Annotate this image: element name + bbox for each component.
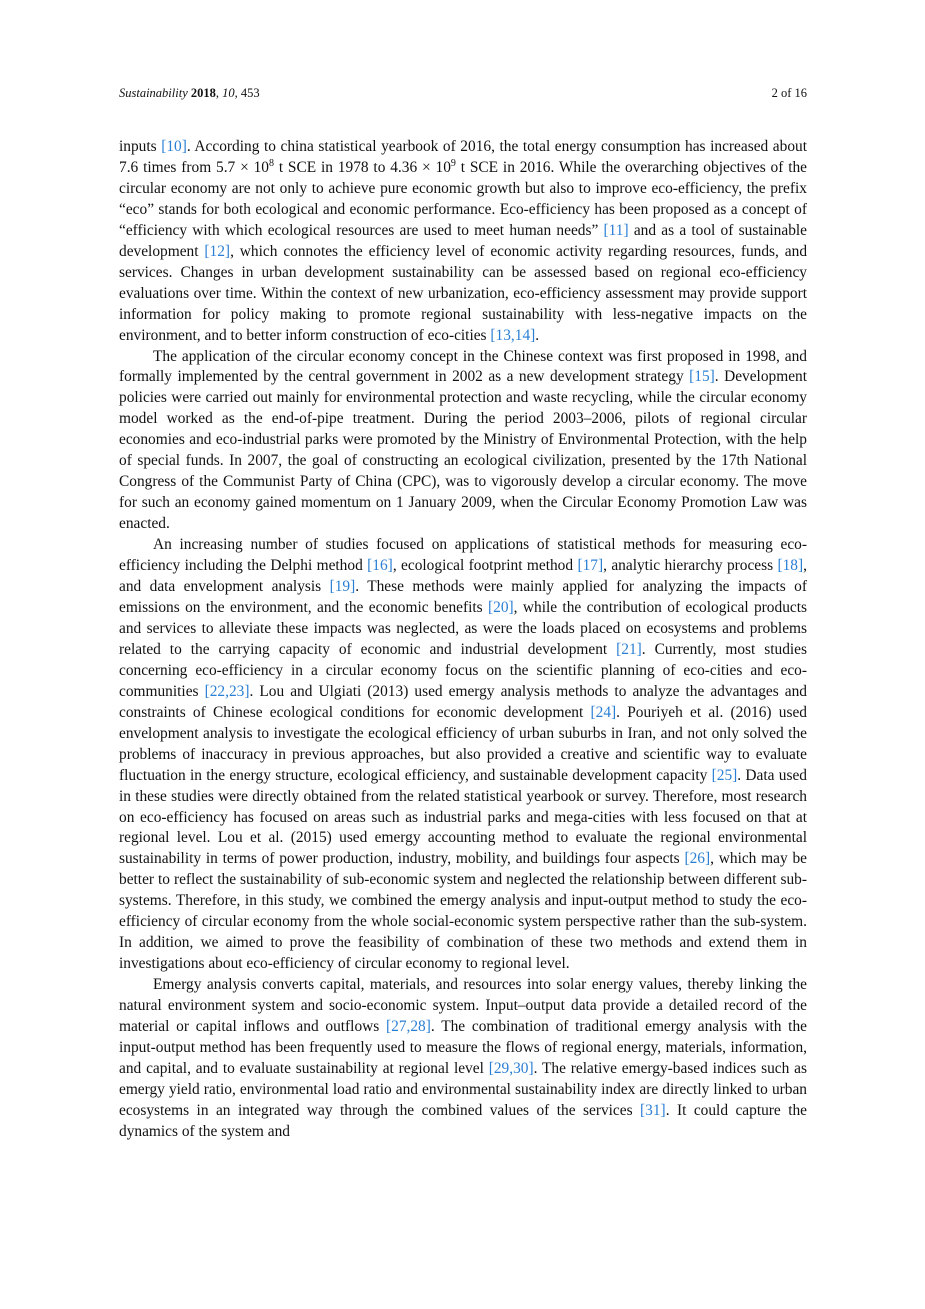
citation-link[interactable]: [29,30] bbox=[488, 1059, 534, 1077]
paragraph bbox=[119, 975, 807, 1143]
citation-link[interactable]: [15] bbox=[689, 368, 715, 386]
running-header bbox=[119, 86, 807, 104]
body-text bbox=[119, 137, 807, 1143]
text-run: , ecological footprint method bbox=[392, 557, 578, 575]
citation-link[interactable]: [18] bbox=[777, 557, 804, 575]
text-run: , and data envelopment analysis bbox=[119, 557, 807, 596]
text-run: . It could capture the dynamics of the system and bbox=[119, 1101, 808, 1140]
citation-link[interactable]: [21] bbox=[616, 640, 642, 658]
citation-link[interactable]: [25] bbox=[711, 766, 738, 784]
text-run: . Lou and Ulgiati (2013) used emergy analysis methods to analyze the advantages and constraints of Chinese ecological conditions for economic development bbox=[119, 682, 808, 721]
citation-link[interactable]: [22,23] bbox=[204, 682, 250, 700]
text-run: t SCE in 2016. While the overarching objectives of the circular economy are not only to achieve pure economic growth but also to improve eco-efficiency, the prefix “eco” stands for both ecological and economic performance. Eco-efficiency has been proposed as a concept of “efficiency with which ecological resources are used to meet human needs” bbox=[119, 158, 808, 239]
citation-link[interactable]: [11] bbox=[603, 221, 629, 239]
text-run: . The combination of traditional emergy analysis with the input-output method has been frequently used to measure the flows of regional energy, materials, information, and capital, and to evaluate sustainability at regional level bbox=[119, 1018, 807, 1077]
citation-link[interactable]: [10] bbox=[161, 138, 187, 155]
text-run: The application of the circular economy concept in the Chinese context was first proposed in 1998, and formally implemented by the central government in 2002 as a new development strategy bbox=[119, 347, 807, 386]
citation-link[interactable]: [24] bbox=[590, 703, 617, 721]
citation-link[interactable]: [19] bbox=[329, 578, 356, 596]
citation-link[interactable]: [17] bbox=[577, 557, 604, 575]
text-run: , analytic hierarchy process bbox=[603, 557, 778, 575]
superscript-exponent: 9 bbox=[450, 157, 456, 169]
journal-year: 2018 bbox=[190, 86, 216, 100]
text-run: . Pouriyeh et al. (2016) used envelopment analysis to investigate the ecological efficiency of urban suburbs in Iran, and not only solved the problems of inaccuracy in previous approaches, but also provided a creative and scientific way to evaluate fluctuation in the energy structure, ecological efficiency, and sustainable development capacity bbox=[119, 703, 807, 784]
text-run: . The relative emergy-based indices such as emergy yield ratio, environmental load ratio and environmental sustainability index are directly linked to urban ecosystems in an integrated way through the combined values of the services bbox=[119, 1059, 808, 1119]
page-indicator: 2 of 16 bbox=[771, 86, 807, 100]
journal-volume: 10 bbox=[222, 86, 235, 100]
text-run: , while the contribution of ecological products and services to alleviate these impacts was neglected, as were the loads placed on ecosystems and problems related to the carrying capacity of economic and industrial development bbox=[119, 598, 807, 658]
paragraph bbox=[119, 137, 807, 347]
text-run: . According to china statistical yearbook of 2016, the total energy consumption has increased about 7.6 times from 5.7 × 10 bbox=[119, 138, 807, 176]
citation-link[interactable]: [16] bbox=[367, 557, 393, 575]
text-run: and as a tool of sustainable development bbox=[119, 221, 807, 260]
text-run: . Data used in these studies were directly obtained from the related statistical yearbook or survey. Therefore, most research on eco-efficiency has focused on areas such as industrial parks and mega-cities with less focused on that at regional level. Lou et al. (2015) used emergy accounting method to evaluate the regional environmental sustainability in terms of power production, industry, mobility, and buildings four aspects bbox=[119, 766, 807, 868]
text-run: . These methods were mainly applied for analyzing the impacts of emissions on the environment, and the economic benefits bbox=[119, 578, 807, 616]
citation-link[interactable]: [26] bbox=[684, 850, 711, 868]
citation-link[interactable]: [20] bbox=[488, 598, 514, 616]
text-run: inputs bbox=[119, 138, 162, 155]
paragraph bbox=[119, 535, 807, 975]
text-run: . Currently, most studies concerning eco-efficiency in a circular economy focus on the scientific planning of eco-cities and eco-communities bbox=[119, 640, 807, 700]
superscript-exponent: 8 bbox=[268, 157, 274, 169]
citation-link[interactable]: [27,28] bbox=[386, 1018, 431, 1036]
citation-link[interactable]: [31] bbox=[640, 1101, 666, 1119]
citation-link[interactable]: [12] bbox=[204, 242, 231, 260]
text-run: . Development policies were carried out mainly for environmental protection and waste recycling, while the circular economy model worked as the end-of-pipe treatment. During the period 2003–2006, pilots of regional circular economies and eco-industrial parks were promoted by the Ministry of Environmental Protection, with the help of special funds. In 2007, the goal of constructing an ecological civilization, presented by the 17th National Congress of the Communist Party of China (CPC), was to vigorously develop a circular economy. The move for such an economy gained momentum on 1 January 2009, when the Circular Economy Promotion Law was enacted. bbox=[119, 368, 807, 533]
article-number: 453 bbox=[240, 86, 260, 100]
journal-name: Sustainability bbox=[119, 86, 188, 100]
text-run: An increasing number of studies focused on applications of statistical methods for measuring eco-efficiency including the Delphi method bbox=[119, 536, 807, 575]
text-run: . bbox=[535, 326, 540, 344]
citation-link[interactable]: [13,14] bbox=[490, 326, 536, 344]
text-run: Emergy analysis converts capital, materials, and resources into solar energy values, thereby linking the natural environment system and socio-economic system. Input–output data provide a detailed record of the material or capital inflows and outflows bbox=[119, 976, 807, 1036]
text-run: t SCE in 1978 to 4.36 × 10 bbox=[273, 158, 451, 176]
text-run: , which may be better to reflect the sustainability of sub-economic system and neglected the relationship between different sub-systems. Therefore, in this study, we combined the emergy analysis and input-output method to study the eco-efficiency of circular economy from the whole social-economic system perspective rather than the sub-system. In addition, we aimed to prove the feasibility of combination of these two methods and extend them in investigations about eco-efficiency of circular economy to regional level. bbox=[119, 850, 807, 973]
paragraph bbox=[119, 347, 807, 536]
text-run: , which connotes the efficiency level of economic activity regarding resources, funds, and services. Changes in urban development sustainability can be assessed based on regional eco-efficiency evaluations over time. Within the context of new urbanization, eco-efficiency assessment may provide support information for policy making to promote regional sustainability with less-negative impacts on the environment, and to better inform construction of eco-cities bbox=[119, 242, 808, 344]
journal-citation: Sustainability 2018, 10, 453 bbox=[119, 86, 260, 100]
